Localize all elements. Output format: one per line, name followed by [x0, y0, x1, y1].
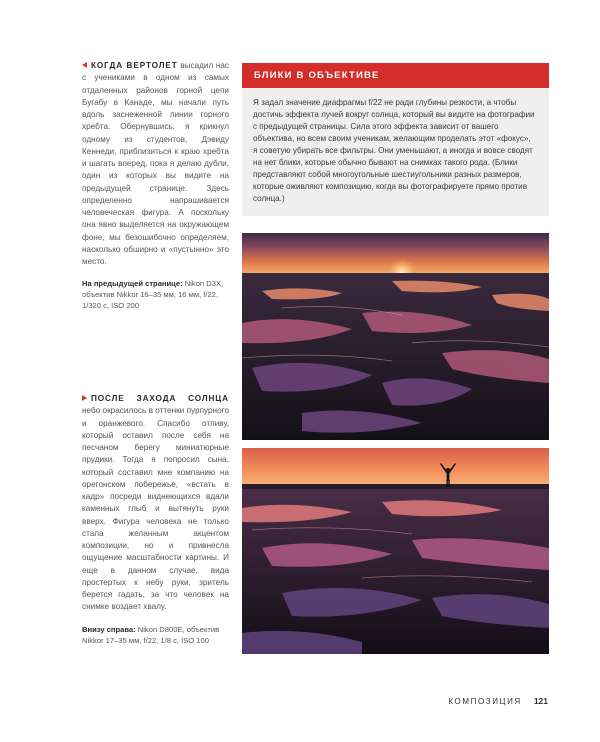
paragraph-sunset — [82, 393, 229, 614]
page-number: 121 — [533, 696, 548, 706]
paragraph-helicopter — [82, 60, 229, 268]
text-block-helicopter — [82, 60, 229, 311]
caption-label: Внизу справа: — [82, 624, 136, 634]
arrow-left-icon — [82, 62, 87, 68]
sidebar-title: БЛИКИ В ОБЪЕКТИВЕ — [242, 63, 549, 88]
left-column — [82, 60, 229, 319]
paragraph-text: высадил нас с учениками в одном из самых отдаленных районов горной цепи Бугабу в Канаде, мы начали путь вдоль заснеженной линии горного хребта. Обернувшись, я крикнул одному из студентов, Дэвиду Кеннеди, приблизиться к краю хребта и шагать вперед, пока я делаю дубли, один из которых вы видите на предыдущей странице. Здесь определенно напрашивается человеческая фигура. А поскольку она явно выделяется на окружающем фоне, мы безошибочно определяем, насколько обширно и «пустынно» это место. — [82, 61, 229, 266]
paragraph-lead: КОГДА ВЕРТОЛЕТ — [91, 61, 178, 70]
photo-caption-bottom-right — [82, 624, 229, 646]
paragraph-lead: ПОСЛЕ ЗАХОДА СОЛНЦА — [91, 394, 229, 403]
photo-caption-previous-page — [82, 278, 229, 311]
caption-label: На предыдущей странице: — [82, 279, 183, 289]
section-label: КОМПОЗИЦИЯ — [448, 696, 522, 706]
photo-figure-raised-arms — [242, 448, 549, 654]
sidebar-text: Я задал значение диафрагмы f/22 не ради глубины резкости, а чтобы достичь эффекта лучей вокруг солнца, который вы видите на фотографии с предыдущей страницы. Сила этого эффекта зависит от вашего объектива, но всем своим ученикам, желающим проделать этот «фокус», я советую убирать все фильтры. Они уменьшают, а иногда и вовсе сводят на нет блики, которые обычно бывают на снимках такого рода. (Блики представляют собой многоугольные шестиугольники разных размеров, которые оживляют композицию, когда вы фотографируете прямо против солнца.) — [253, 98, 535, 204]
caption-text: Nikon D800E, объектив Nikkor 17–35 мм, f/22, 1/8 с, ISO 100 — [82, 624, 220, 645]
caption-text: Nikon D3X, объектив Nikkor 16–35 мм, 16 мм, f/22, 1/320 с, ISO 200 — [82, 279, 224, 311]
paragraph-text: небо окрасилось в оттенки пурпурного и оранжевого. Спасибо отливу, который оставил после себя на песчаном берегу миниатюрные прудики. Тогда я попросил сына, который составил мне компанию на орегонском побережье, «встать в кадр» посреди виднеющихся вдали каменных глыб и вытянуть руки вверх. Фигура человека не только стала желанным акцентом композиции, но и привнесла ощущение масштабности картины. И еще в данном случае, вида простертых к небу руки, зритель берется гадать, за что человек на снимке воздает хвалу. — [82, 406, 229, 612]
sidebar-box-lens-flare — [242, 63, 549, 216]
arrow-right-icon — [82, 395, 87, 401]
page-footer — [448, 696, 548, 706]
photo-sunset-tidepools — [242, 233, 549, 440]
text-block-sunset — [82, 393, 229, 653]
